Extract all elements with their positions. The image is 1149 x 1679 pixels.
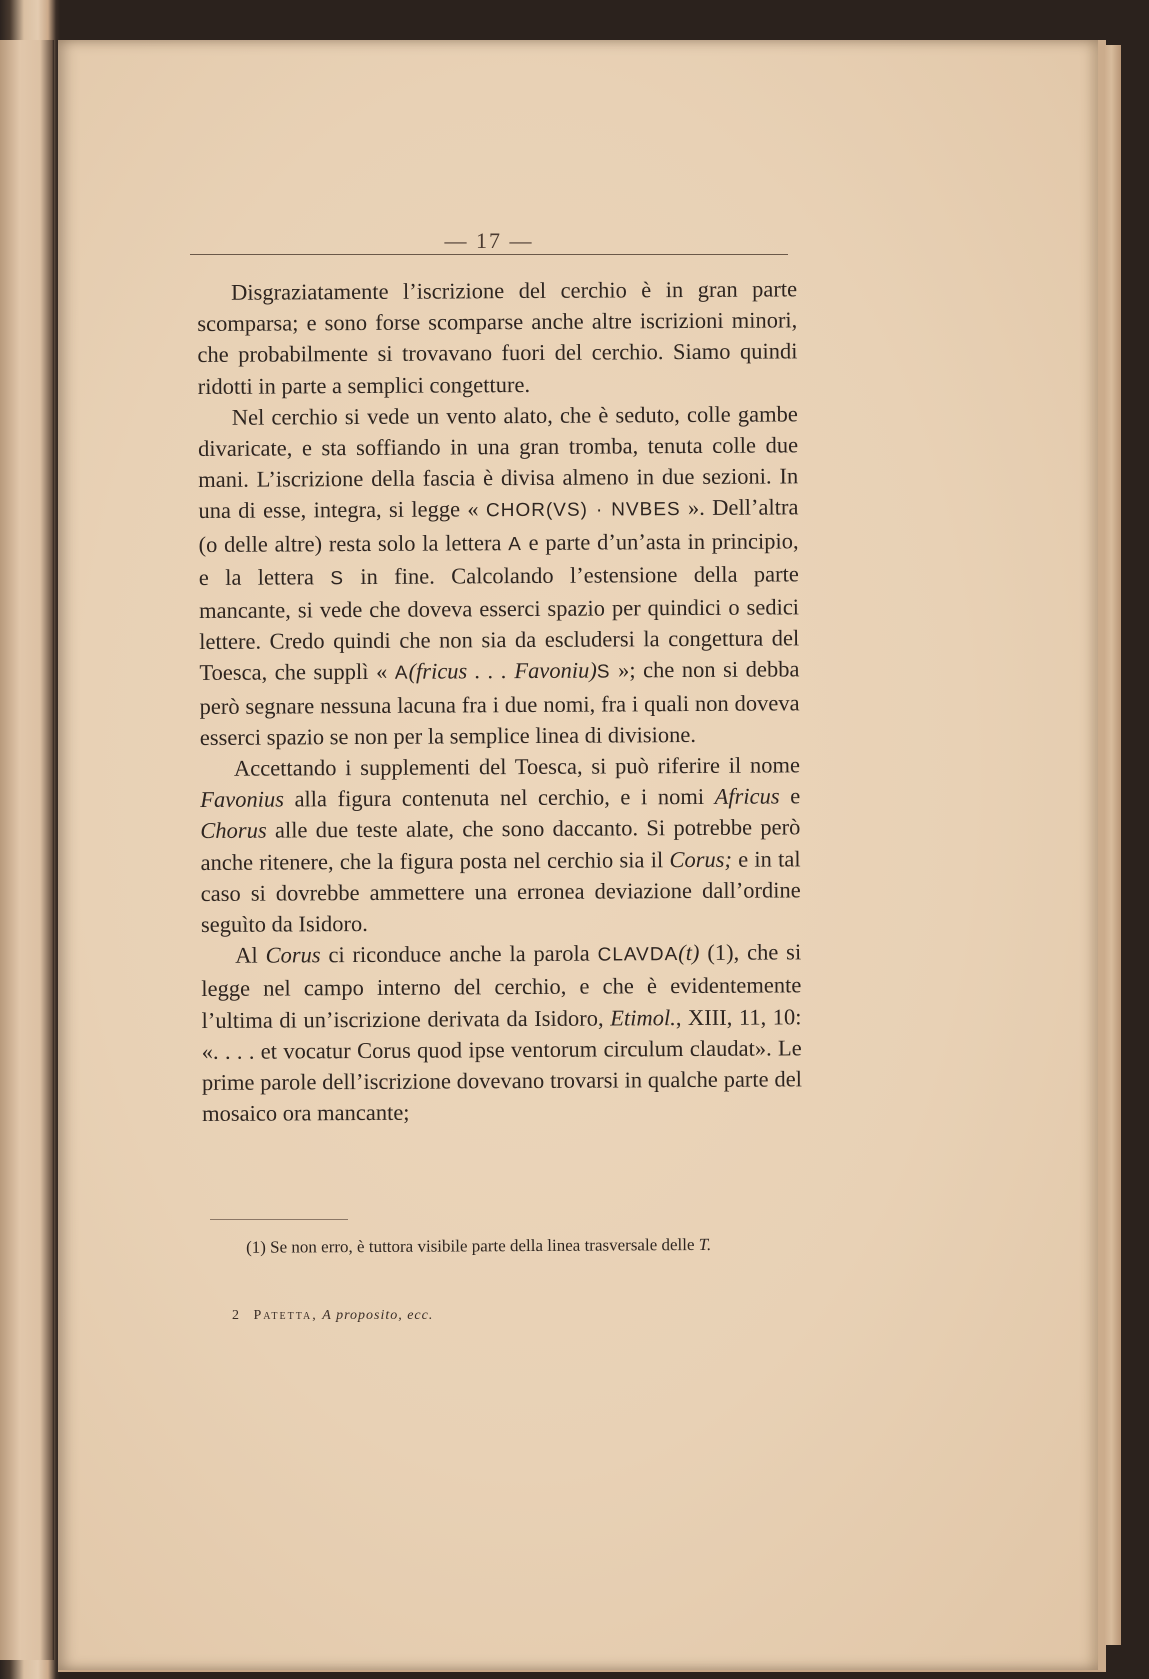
previous-page-edge (0, 40, 54, 1660)
text-run: (1) Se non erro, è tuttora visibile parte della linea trasversale delle (246, 1234, 699, 1257)
text-run: ci riconduce anche la parola (320, 940, 598, 968)
text-run: in fine. Calcolando l’estensione della parte mancante, si vede che doveva esserci spazio per quindici o sedici lettere. Credo quindi che non sia da escludersi la congettura del Toesca, che supplì « (198, 561, 800, 686)
inscription-text: A (508, 533, 522, 555)
header-rule (190, 254, 788, 255)
footnote-rule (210, 1219, 348, 1220)
text-run: e in tal caso si dovrebbe ammettere una erronea deviazione dall’ordine seguìto da Isidoro. (200, 845, 801, 938)
italic-text: Corus; (669, 846, 733, 872)
paragraph (198, 398, 800, 753)
page-number: — 17 — (444, 228, 534, 253)
text-run: e (779, 783, 801, 809)
page-fore-edge (1105, 45, 1121, 1645)
paragraph (197, 273, 798, 401)
italic-text: Etimol. (610, 1004, 676, 1031)
italic-text: Africus (714, 783, 780, 810)
text-run: ». Dell’altra (o delle altre) resta solo la lettera (198, 494, 799, 557)
text-run: Al (235, 942, 266, 969)
italic-text: (t) (678, 940, 700, 966)
text-run: Nel cerchio si vede un vento alato, che è seduto, colle gambe divaricate, e sta soffiando in una gran tromba, tenuta colle due mani. L’iscrizione della fascia è divisa almeno in due sezioni. In una di esse, integra, si legge « (197, 401, 799, 524)
signature-mark (232, 1308, 433, 1324)
italic-text: Chorus (200, 818, 267, 844)
text-run: »; che non si debba però segnare nessuna lacuna fra i due nomi, fra i quali non doveva esserci spazio se non per la semplice linea di divisione. (199, 656, 800, 750)
italic-text: Corus (265, 942, 321, 968)
text-run: Disgraziatamente l’iscrizione del cerchio è in gran parte scomparsa; e sono forse scomparse anche altre iscrizioni minori, che probabilmente si trovavano fuori del cerchio. Siamo quindi ridotti in parte a semplici congetture. (197, 276, 798, 399)
paragraph (201, 937, 802, 1130)
inscription-text: S (596, 661, 611, 684)
text-run: alle due teste alate, che sono daccanto. Si potrebbe però anche ritenere, che la figura posta nel cerchio sia il (200, 814, 801, 875)
text-run: Accettando i supplementi del Toesca, si può riferire il nome (233, 752, 801, 781)
italic-text: (fricus . . . Favoniu) (408, 658, 597, 685)
paragraph (200, 749, 801, 940)
signature-number: 2 (232, 1308, 240, 1323)
signature-author: Patetta, (253, 1308, 318, 1323)
inscription-text: S (330, 567, 345, 590)
inscription-text: A (394, 663, 409, 685)
footnote (206, 1231, 802, 1261)
inscription-text: CLAVDA (597, 944, 679, 966)
text-run: , XIII, 11, 10: «. . . . et vocatur Corus quod ipse ventorum circulum claudat». Le prime parole dell’iscrizione dovevano trovarsi in qualche parte del mosaico ora mancante; (201, 1003, 802, 1127)
text-run: alla figura contenuta nel cerchio, e i nomi (283, 784, 715, 812)
inscription-text: CHOR(VS) · NVBES (485, 499, 681, 522)
italic-text: T. (698, 1234, 712, 1254)
body-text (197, 273, 802, 1129)
text-run: (1), che si legge nel campo interno del cerchio, e che è evidentemente l’ultima di un’iscrizione derivata da Isidoro, (201, 939, 802, 1033)
italic-text: Favonius (200, 786, 285, 813)
text-run: e parte d’un’asta in principio, e la lettera (198, 527, 799, 590)
signature-title: A proposito, ecc. (322, 1308, 434, 1323)
